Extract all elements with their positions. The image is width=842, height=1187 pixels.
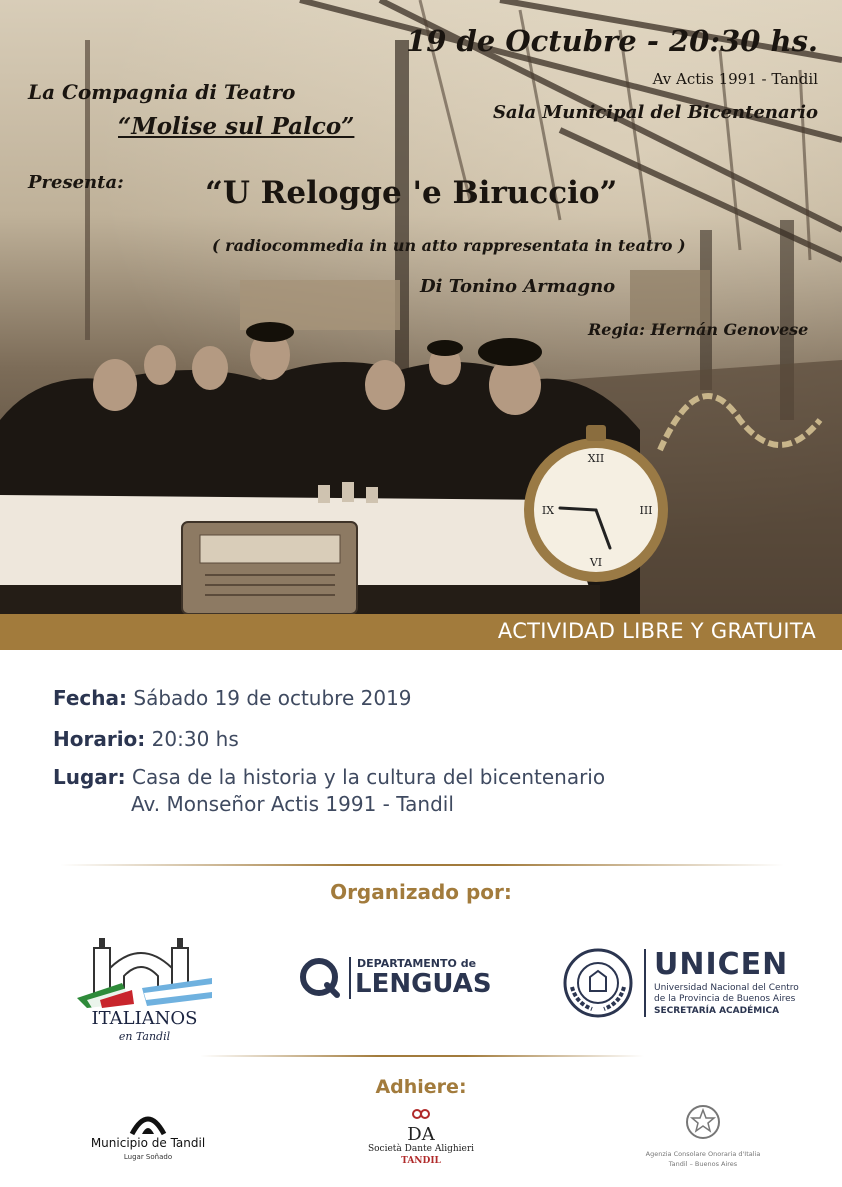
place-address: Av. Monseñor Actis 1991 - Tandil: [131, 792, 454, 816]
municipio-arch-icon: [128, 1110, 168, 1136]
lenguas-divider: [349, 957, 351, 999]
free-activity-text: ACTIVIDAD LIBRE Y GRATUITA: [497, 619, 816, 643]
poster-date-time: 19 de Octubre - 20:30 hs.: [406, 24, 818, 58]
agencia-location: Tandil – Buenos Aires: [668, 1160, 738, 1168]
poster-subtitle: ( radiocommedia in un atto rappresentata in teatro ): [212, 236, 686, 255]
poster-venue: Sala Municipal del Bicentenario: [492, 102, 818, 123]
dante-monogram-icon: [406, 1108, 436, 1142]
event-date-row: [53, 686, 412, 710]
unicen-line-2: de la Provincia de Buenos Aires: [654, 994, 796, 1004]
svg-text:IX: IX: [541, 504, 555, 517]
place-label: Lugar:: [53, 765, 126, 789]
event-time-row: [53, 727, 239, 751]
dante-city: TANDIL: [401, 1156, 441, 1166]
divider-top: [60, 864, 784, 866]
poster-address: Av Actis 1991 - Tandil: [652, 70, 818, 88]
agencia-logo: [628, 1102, 778, 1176]
svg-text:XII: XII: [587, 452, 605, 465]
poster-director: Regia: Hernán Genovese: [588, 320, 809, 339]
divider-bottom: [200, 1055, 644, 1057]
svg-text:VI: VI: [589, 556, 603, 569]
lenguas-dept-line: DEPARTAMENTO de: [357, 957, 477, 970]
poster-company-line: La Compagnia di Teatro: [28, 80, 296, 104]
italianos-logo: [72, 928, 217, 1043]
date-value: Sábado 19 de octubre 2019: [133, 686, 412, 710]
adhiere-title: Adhiere:: [375, 1076, 467, 1098]
unicen-seal-icon: [562, 947, 634, 1019]
dante-name: Società Dante Alighieri: [367, 1144, 475, 1154]
poster-presents: Presenta:: [28, 172, 124, 193]
poster-play-title: “U Relogge 'e Biruccio”: [205, 175, 618, 211]
unicen-line-3: SECRETARÍA ACADÉMICA: [654, 1006, 780, 1016]
unicen-line-1: Universidad Nacional del Centro: [654, 983, 799, 993]
unicen-logo: [562, 947, 798, 1021]
svg-text:DA: DA: [407, 1124, 435, 1142]
poster-company-name: “Molise sul Palco”: [118, 113, 355, 140]
italian-emblem-icon: [683, 1102, 723, 1142]
time-label: Horario:: [53, 727, 146, 751]
event-place-row: [53, 765, 605, 789]
unicen-title: UNICEN: [654, 947, 789, 982]
municipio-tagline: Lugar Soñado: [123, 1153, 173, 1161]
date-label: Fecha:: [53, 686, 128, 710]
free-activity-banner: [0, 614, 842, 650]
time-value: 20:30 hs: [151, 727, 239, 751]
italianos-building-icon: [72, 928, 217, 1008]
dante-logo: [356, 1108, 486, 1174]
organized-title: Organizado por:: [330, 880, 512, 904]
agencia-name: Agenzia Consolare Onoraria d'Italia: [645, 1150, 761, 1158]
unicen-divider: [644, 949, 646, 1017]
municipio-name: Municipio de Tandil: [90, 1136, 206, 1150]
italianos-name: ITALIANOS: [91, 1008, 198, 1029]
place-value: Casa de la historia y la cultura del bicentenario: [132, 765, 606, 789]
lenguas-logo: [297, 955, 507, 1005]
lenguas-name: LENGUAS: [355, 969, 492, 999]
municipio-logo: [78, 1110, 218, 1176]
italianos-city: en Tandil: [118, 1030, 171, 1043]
svg-text:III: III: [639, 504, 653, 517]
lenguas-q-icon: [297, 955, 343, 1001]
poster-author: Di Tonino Armagno: [420, 276, 616, 297]
